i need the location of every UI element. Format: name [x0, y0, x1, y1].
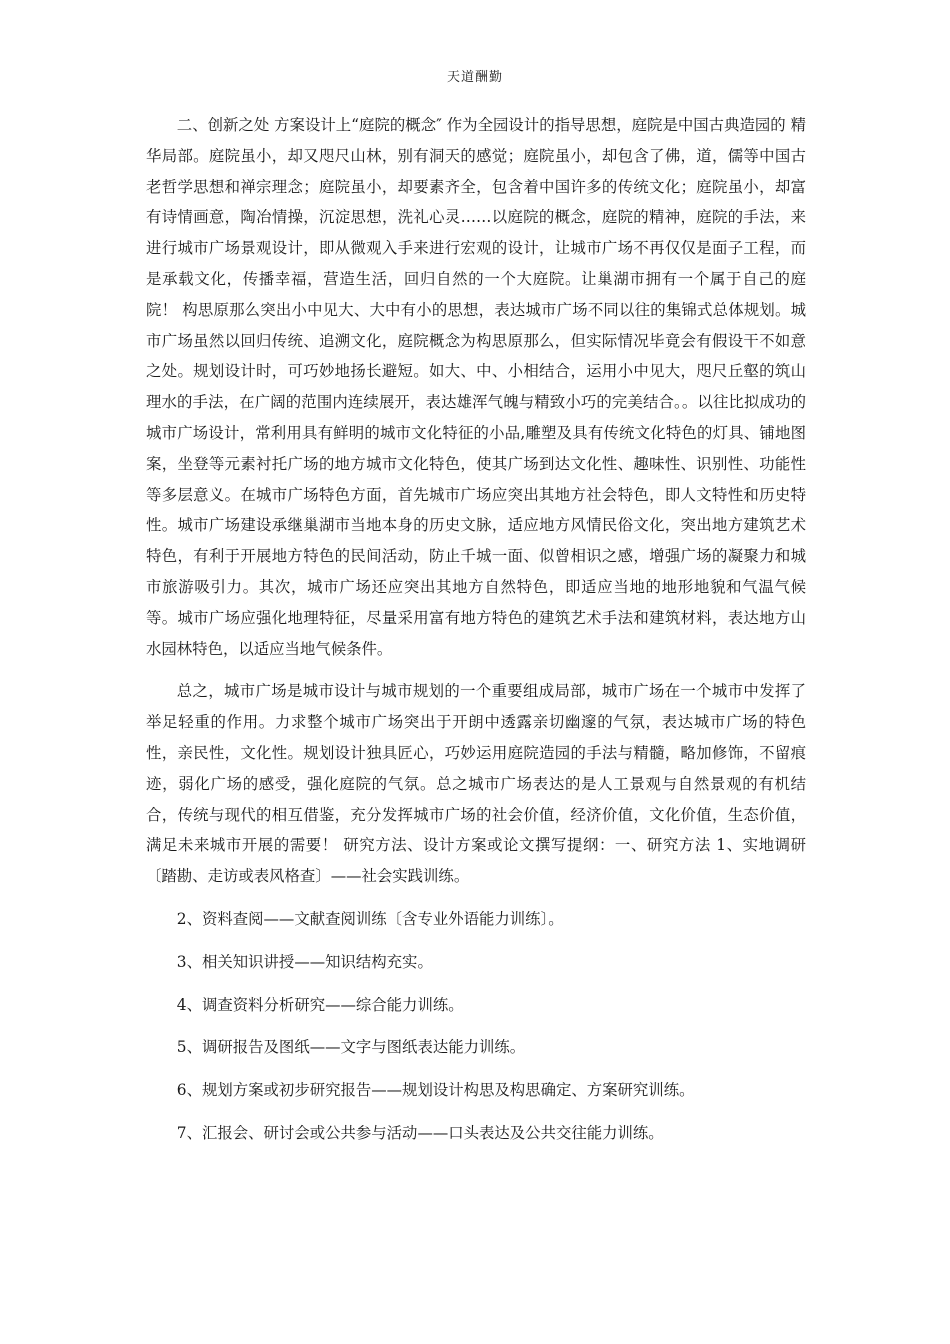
list-item: 3、相关知识讲授——知识结构充实。 — [176, 952, 433, 971]
list-item: 7、汇报会、研讨会或公共参与活动——口头表达及公共交往能力训练。 — [176, 1123, 664, 1142]
paragraph-innovation: 二、创新之处 方案设计上“庭院的概念″ 作为全园设计的指导思想，庭院是中国古典造园的 精华局部。庭院虽小，却又咫尺山林，别有洞天的感觉；庭院虽小，却包含了佛，道，儒等中国古老哲学思想和禅宗理念；庭院虽小，却要素齐全，包含着中国许多的传统文化；庭院虽小，却富有诗情画意，陶冶情操，沉淀思想，洗礼心灵……以庭院的概念，庭院的精神，庭院的手法，来进行城市广场景观设计，即从微观入手来进行宏观的设计，让城市广场不再仅仅是面子工程，而是承载文化，传播幸福，营造生活，回归自然的一个大庭院。让巢湖市拥有一个属于自己的庭院！ 构思原那么突出小中见大、大中有小的思想，表达城市广场不同以往的集锦式总体规划。城市广场虽然以回归传统、追溯文化，庭院概念为构思原那么，但实际情况毕竟会有假设干不如意之处。规划设计时，可巧妙地扬长避短。如大、中、小相结合，运用小中见大，咫尺丘壑的筑山理水的手法，在广阔的范围内连续展开，表达雄浑气魄与精致小巧的完美结合。。以往比拟成功的城市广场设计，常利用具有鲜明的城市文化特征的小品,雕塑及具有传统文化特色的灯具、铺地图案，坐登等元素衬托广场的地方城市文化特色，使其广场到达文化性、趣味性、识别性、功能性等多层意义。在城市广场特色方面，首先城市广场应突出其地方社会特色，即人文特性和历史特性。城市广场建设承继巢湖市当地本身的历史文脉，适应地方风情民俗文化，突出地方建筑艺术特色，有利于开展地方特色的民间活动，防止千城一面、似曾相识之感，增强广场的凝聚力和城市旅游吸引力。其次，城市广场还应突出其地方自然特色，即适应当地的地形地貌和气温气候等。城市广场应强化地理特征，尽量采用富有地方特色的建筑艺术手法和建筑材料，表达地方山水园林特色，以适应当地气候条件。 — [146, 116, 806, 658]
list-item: 6、规划方案或初步研究报告——规划设计构思及构思确定、方案研究训练。 — [176, 1081, 695, 1100]
page-header: 天道酬勤 — [446, 70, 503, 85]
document-body — [146, 110, 806, 1161]
list-item: 5、调研报告及图纸——文字与图纸表达能力训练。 — [176, 1038, 526, 1057]
list-item: 4、调查资料分析研究——综合能力训练。 — [176, 995, 464, 1014]
research-method-list — [146, 904, 806, 1149]
paragraph-summary: 总之，城市广场是城市设计与城市规划的一个重要组成局部，城市广场在一个城市中发挥了举足轻重的作用。力求整个城市广场突出于开朗中透露亲切幽邃的气氛，表达城市广场的特色性，亲民性，文化性。规划设计独具匠心，巧妙运用庭院造园的手法与精髓，略加修饰，不留痕迹，弱化广场的感受，强化庭院的气氛。总之城市广场表达的是人工景观与自然景观的有机结合，传统与现代的相互借鉴，充分发挥城市广场的社会价值，经济价值，文化价值，生态价值，满足未来城市开展的需要！ 研究方法、设计方案或论文撰写提纲：一、研究方法 1、实地调研〔踏勘、走访或表风格查〕——社会实践训练。 — [146, 682, 806, 886]
list-item: 2、资料查阅——文献查阅训练〔含专业外语能力训练〕。 — [176, 909, 564, 928]
